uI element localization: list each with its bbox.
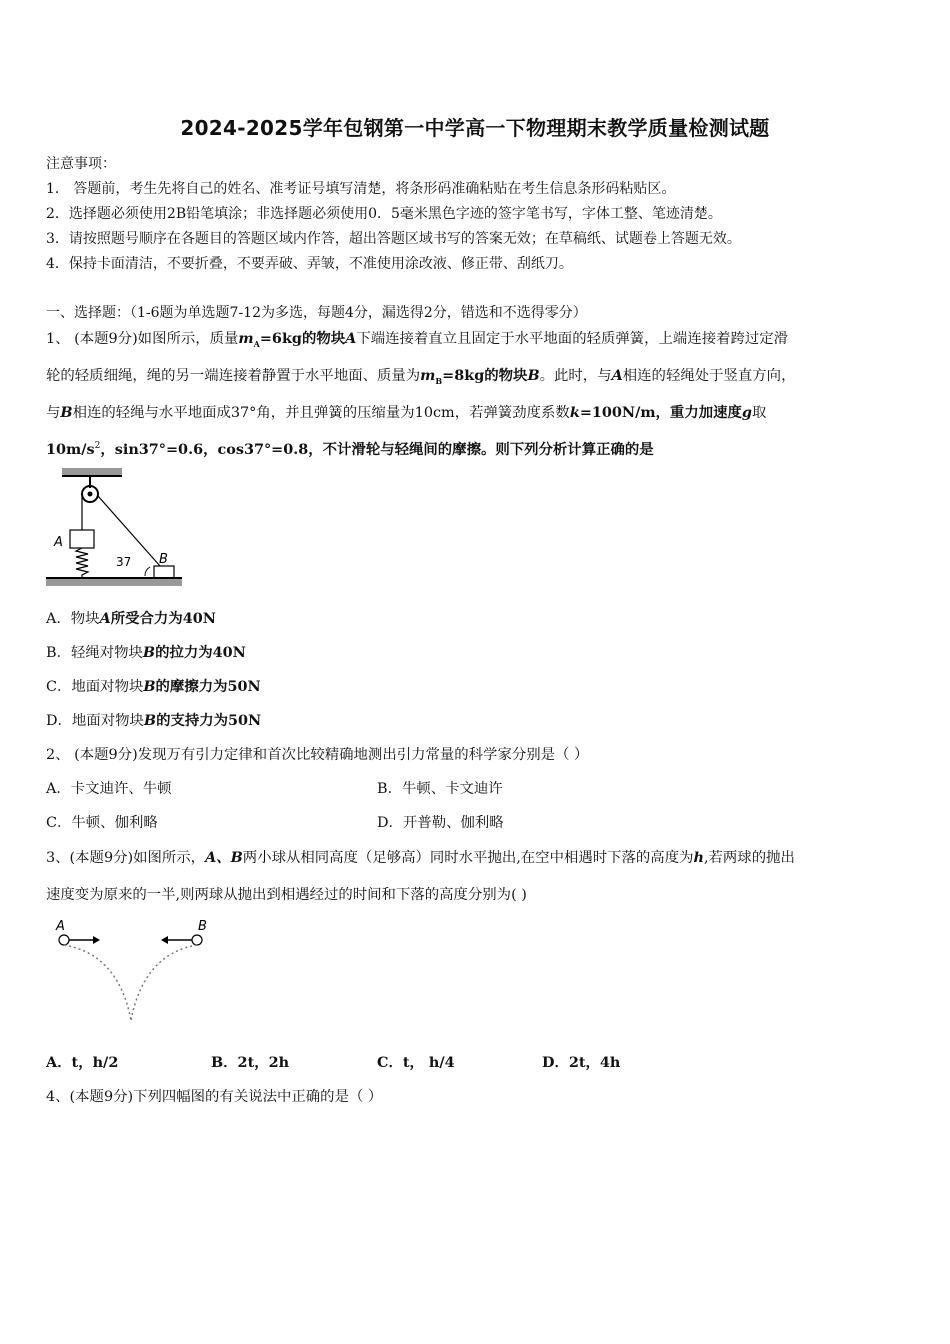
ball-b bbox=[192, 935, 202, 945]
label-a: A bbox=[54, 535, 63, 550]
section-heading: 一、选择题：（1-6题为单选题7-12为多选，每题4分，漏选得2分，错选和不选得零分） bbox=[46, 305, 587, 321]
notice-item: 3．请按照题号顺序在各题目的答题区域内作答，超出答题区域书写的答案无效；在草稿纸、试题卷上答题无效。 bbox=[46, 231, 741, 247]
q2-option-b[interactable]: B．牛顿、卡文迪许 bbox=[377, 781, 503, 797]
q4-stem: 4、(本题9分)下列四幅图的有关说法中正确的是（ ） bbox=[46, 1089, 383, 1105]
angle-label: 37 bbox=[116, 555, 132, 569]
q1-line-4: $10m/s^2$，sin37°=0.6，cos37°=0.8，不计滑轮与轻绳间的摩擦。则下列分析计算正确的是 bbox=[46, 441, 654, 458]
page-title: 2024-2025学年包钢第一中学高一下物理期末教学质量检测试题 bbox=[180, 116, 770, 140]
q1-line-3: 与B相连的轻绳与水平地面成37°角，并且弹簧的压缩量为10cm，若弹簧劲度系数k=100N/m，重力加速度g取 bbox=[46, 404, 767, 421]
label-b: B bbox=[159, 552, 168, 567]
ground bbox=[46, 579, 182, 586]
arrow-right-icon bbox=[93, 936, 100, 944]
spring bbox=[76, 548, 88, 578]
q1-option-c[interactable]: C．地面对物块B的摩擦力为50N bbox=[46, 678, 261, 695]
trajectory-b bbox=[131, 945, 197, 1020]
notice-item: 1． 答题前，考生先将自己的姓名、准考证号填写清楚，将条形码准确粘贴在考生信息条形码粘贴区。 bbox=[46, 181, 676, 197]
block-a bbox=[70, 530, 94, 548]
q1-line-1: 1、 (本题9分)如图所示，质量$m_A=6kg$的物块A下端连接着直立且固定于水平地面的轻质弹簧，上端连接着跨过定滑 bbox=[46, 330, 789, 349]
q3-option-b[interactable]: B．2t，2h bbox=[211, 1054, 290, 1071]
notice-item: 4．保持卡面清洁，不要折叠，不要弄破、弄皱，不准使用涂改液、修正带、刮纸刀。 bbox=[46, 256, 573, 272]
q3-option-a[interactable]: A．t，h/2 bbox=[46, 1054, 119, 1071]
q2-option-c[interactable]: C．牛顿、伽利略 bbox=[46, 815, 158, 831]
label-b: B bbox=[198, 919, 207, 934]
ceiling bbox=[62, 468, 122, 476]
notice-item: 2．选择题必须使用2B铅笔填涂；非选择题必须使用0．5毫米黑色字迹的签字笔书写，字体工整、笔迹清楚。 bbox=[46, 206, 722, 222]
trajectory-a bbox=[64, 945, 131, 1020]
q3-option-d[interactable]: D．2t，4h bbox=[542, 1054, 621, 1071]
arrow-left-icon bbox=[161, 936, 168, 944]
q3-line-1: 3、(本题9分)如图所示，A、B两小球从相同高度（足够高）同时水平抛出,在空中相遇时下落的高度为h,若两球的抛出 bbox=[46, 849, 795, 866]
q1-line-2: 轮的轻质细绳，绳的另一端连接着静置于水平地面、质量为$m_B=8kg$的物块B。此时，与A相连的轻绳处于竖直方向， bbox=[46, 367, 796, 386]
q1-option-b[interactable]: B．轻绳对物块B的拉力为40N bbox=[46, 644, 246, 661]
block-b bbox=[154, 566, 174, 578]
q3-option-c[interactable]: C．t， h/4 bbox=[377, 1054, 455, 1071]
q2-stem: 2、 (本题9分)发现万有引力定律和首次比较精确地测出引力常量的科学家分别是（ ） bbox=[46, 747, 589, 763]
q3-figure bbox=[48, 914, 218, 1026]
q1-option-a[interactable]: A．物块A所受合力为40N bbox=[46, 610, 216, 627]
label-a: A bbox=[56, 919, 65, 934]
q3-line-2: 速度变为原来的一半,则两球从抛出到相遇经过的时间和下落的高度分别为( ) bbox=[46, 887, 527, 903]
notice-heading: 注意事项： bbox=[46, 156, 116, 172]
q2-option-a[interactable]: A．卡文迪许、牛顿 bbox=[46, 781, 172, 797]
q2-option-d[interactable]: D．开普勒、伽利略 bbox=[377, 815, 504, 831]
q1-figure bbox=[42, 466, 187, 594]
ball-a bbox=[59, 935, 69, 945]
q1-option-d[interactable]: D．地面对物块B的支持力为50N bbox=[46, 712, 262, 729]
